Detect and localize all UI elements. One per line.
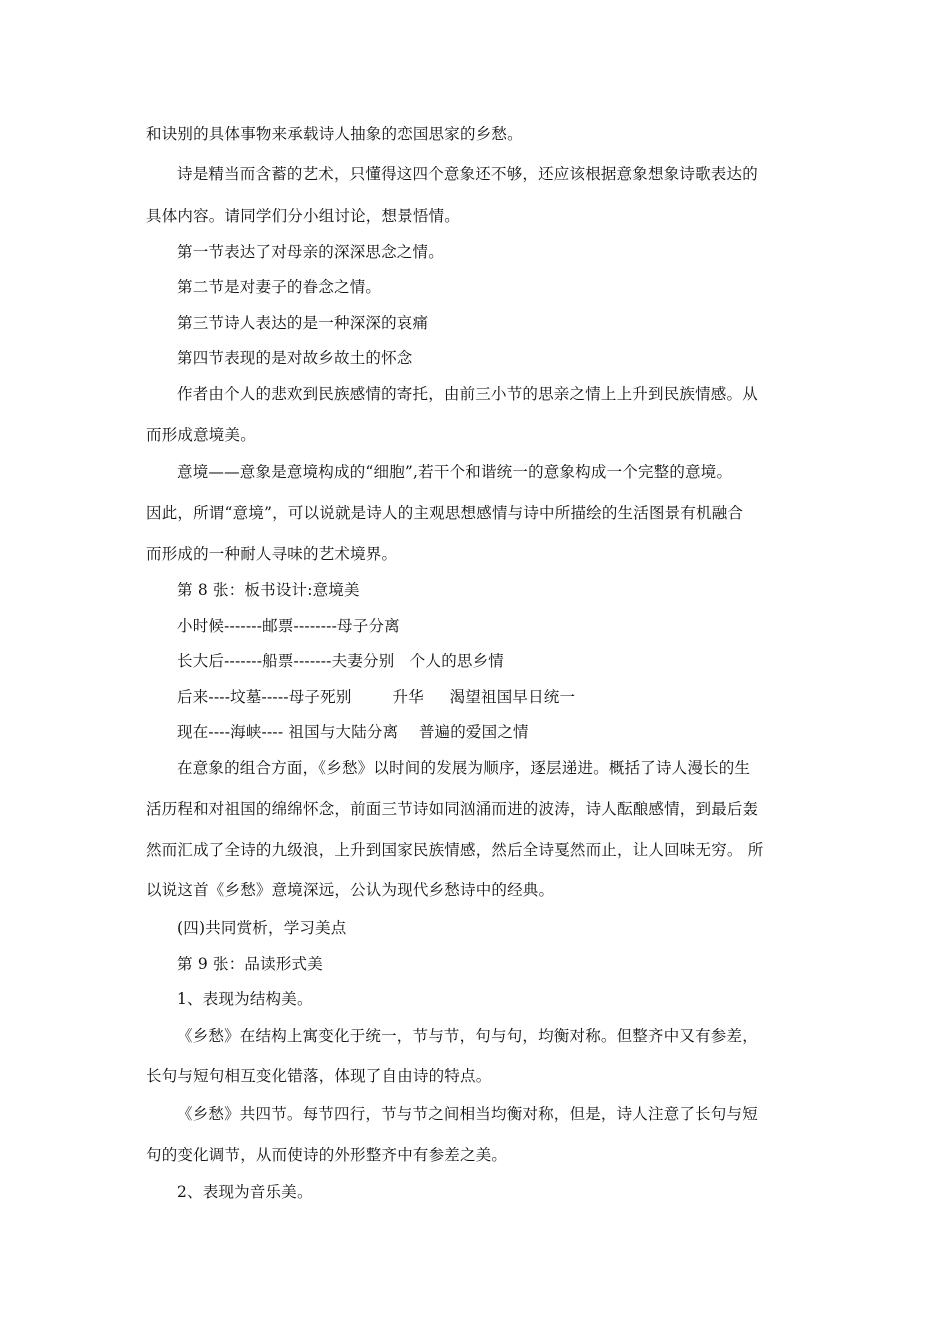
paragraph-line: 诗是精当而含蓄的艺术，只懂得这四个意象还不够，还应该根据意象想象诗歌表达的 <box>177 165 758 183</box>
board-design-row: 现在----海峡---- 祖国与大陆分离 普遍的爱国之情 <box>177 723 529 741</box>
paragraph-line: 第一节表达了对母亲的深深思念之情。 <box>177 243 444 261</box>
paragraph-line: 具体内容。请同学们分小组讨论，想景悟情。 <box>146 207 461 225</box>
paragraph-line: 《乡愁》共四节。每节四行，节与节之间相当均衡对称，但是，诗人注意了长句与短 <box>177 1105 758 1123</box>
paragraph-line: 第四节表现的是对故乡故土的怀念 <box>177 349 413 367</box>
paragraph-line: 意境——意象是意境构成的“细胞”,若干个和谐统一的意象构成一个完整的意境。 <box>177 463 733 481</box>
list-item: 2、表现为音乐美。 <box>177 1183 313 1201</box>
paragraph-line: 第二节是对妻子的眷念之情。 <box>177 278 382 296</box>
paragraph-line: 《乡愁》在结构上寓变化于统一，节与节，句与句，均衡对称。但整齐中又有参差， <box>177 1027 758 1045</box>
section-heading: (四)共同赏析，学习美点 <box>177 919 347 937</box>
paragraph-line: 在意象的组合方面，《乡愁》以时间的发展为顺序，逐层递进。概括了诗人漫长的生 <box>177 759 751 777</box>
paragraph-line: 而形成的一种耐人寻味的艺术境界。 <box>146 545 398 563</box>
board-design-row: 后来----坟墓-----母子死别 升华 渴望祖国早日统一 <box>177 688 576 706</box>
paragraph-line: 而形成意境美。 <box>146 426 256 444</box>
slide-heading: 第 8 张：板书设计:意境美 <box>177 581 360 599</box>
paragraph-line: 然而汇成了全诗的九级浪，上升到国家民族情感，然后全诗戛然而止，让人回味无穷。 所 <box>146 841 764 859</box>
board-design-row: 小时候-------邮票--------母子分离 <box>177 617 400 635</box>
paragraph-line: 第三节诗人表达的是一种深深的哀痛 <box>177 314 429 332</box>
list-item: 1、表现为结构美。 <box>177 990 313 1008</box>
paragraph-line: 活历程和对祖国的绵绵怀念，前面三节诗如同汹涌而进的波涛，诗人酝酿感情，到最后轰 <box>146 800 759 818</box>
paragraph-line: 和诀别的具体事物来承载诗人抽象的恋国思家的乡愁。 <box>146 125 523 143</box>
paragraph-line: 因此，所谓“意境”，可以说就是诗人的主观思想感情与诗中所描绘的生活图景有机融合 <box>146 504 744 522</box>
paragraph-line: 作者由个人的悲欢到民族感情的寄托，由前三小节的思亲之情上上升到民族情感。从 <box>177 385 758 403</box>
paragraph-line: 句的变化调节，从而使诗的外形整齐中有参差之美。 <box>146 1146 508 1164</box>
paragraph-line: 长句与短句相互变化错落，体现了自由诗的特点。 <box>146 1067 492 1085</box>
slide-heading: 第 9 张：品读形式美 <box>177 955 323 973</box>
board-design-row: 长大后-------船票-------夫妻分别 个人的思乡情 <box>177 652 505 670</box>
paragraph-line: 以说这首《乡愁》意境深远，公认为现代乡愁诗中的经典。 <box>146 881 555 899</box>
